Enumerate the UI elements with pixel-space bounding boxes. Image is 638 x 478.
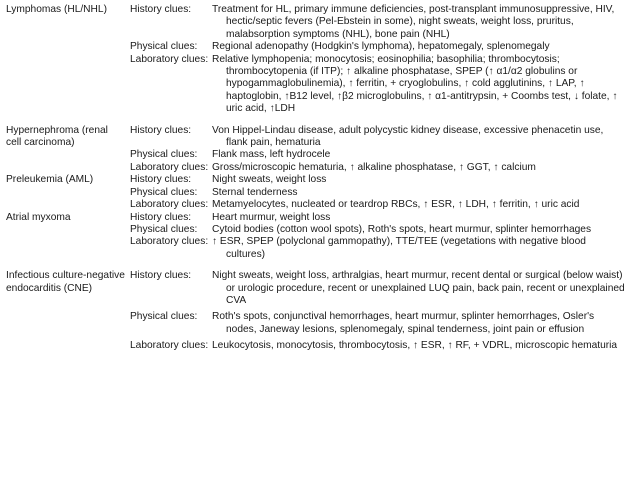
- clue-text-history: Von Hippel-Lindau disease, adult polycystic kidney disease, excessive phenacetin use, flank pain, hematuria: [212, 124, 604, 149]
- clue-type-history: History clues:: [130, 211, 192, 223]
- section-atrial-myxoma: [6, 212, 632, 262]
- clue-type-physical: Physical clues:: [130, 311, 198, 323]
- clue-text-laboratory: Leukocytosis, monocytosis, thrombocytosis, ↑ ESR, ↑ RF, + VDRL, microscopic hematuria: [212, 340, 618, 352]
- disease-name: Infectious culture-negative endocarditis (CNE): [6, 270, 125, 294]
- disease-name: Lymphomas (HL/NHL): [6, 4, 107, 15]
- clue-text-physical: Roth's spots, conjunctival hemorrhages, heart murmur, splinter hemorrhages, Osler's nodes, Janeway lesions, splenomegaly, spinal tenderness, joint pain or effusion: [212, 311, 595, 335]
- clue-type-laboratory: Laboratory clues:: [130, 53, 209, 65]
- disease-name: Hypernephroma (renal cell carcinoma): [6, 124, 108, 149]
- clue-text-history: Treatment for HL, primary immune deficiencies, post-transplant immunosuppressive, HIV, hectic/septic fevers (Pel-Ebstein in some), night sweats, weight loss, pruritus, malabsorption symptoms (NHL), bone pain (NHL): [212, 4, 615, 40]
- disease-name: Preleukemia (AML): [6, 174, 94, 186]
- clue-text-laboratory: Gross/microscopic hematuria, ↑ alkaline phosphatase, ↑ GGT, ↑ calcium: [212, 161, 536, 173]
- clue-text-physical: Cytoid bodies (cotton wool spots), Roth's spots, heart murmur, splinter hemorrhages: [212, 223, 592, 235]
- clue-type-history: History clues:: [130, 270, 192, 282]
- clue-type-history: History clues:: [130, 174, 192, 186]
- clue-type-physical: Physical clues:: [130, 186, 198, 198]
- clue-type-physical: Physical clues:: [130, 41, 198, 53]
- clue-type-physical: Physical clues:: [130, 149, 198, 161]
- clue-text-laboratory: Relative lymphopenia; monocytosis; eosinophilia; basophilia; thrombocytosis; thrombocytopenia (if ITP); ↑ alkaline phosphatase, SPEP (↑ α1/α2 globulins or hypogammaglobulinemia), ↑ ferritin, + cryoglobulins, ↑ cold agglutinins, ↑ LAP, ↑ haptoglobin, ↑B12 level, ↑β2 microglobulins, ↑ α1-antitrypsin, + Coombs test, ↓ folate, ↑ uric acid, ↑LDH: [212, 53, 618, 115]
- clue-text-laboratory: ↑ ESR, SPEP (polyclonal gammopathy), TTE/TEE (vegetations with negative blood cultures): [212, 236, 586, 260]
- section-hypernephroma: [6, 125, 632, 175]
- disease-name: Atrial myxoma: [6, 211, 71, 223]
- clue-type-physical: Physical clues:: [130, 223, 198, 235]
- section-lymphomas: [6, 4, 632, 116]
- clue-text-physical: Sternal tenderness: [212, 186, 298, 198]
- clue-text-history: Heart murmur, weight loss: [212, 211, 331, 223]
- clue-text-physical: Regional adenopathy (Hodgkin's lymphoma), hepatomegaly, splenomegaly: [212, 41, 550, 53]
- clue-type-history: History clues:: [130, 124, 192, 136]
- section-preleukemia: [6, 174, 632, 211]
- clue-text-history: Night sweats, weight loss, arthralgias, heart murmur, recent dental or surgical (below waist) or urologic procedure, recent or unexplained LUQ pain, back pain, recent or unexplained CVA: [212, 270, 625, 306]
- clinical-clues-table: [6, 4, 632, 353]
- clue-text-physical: Flank mass, left hydrocele: [212, 149, 331, 161]
- clue-type-laboratory: Laboratory clues:: [130, 199, 209, 211]
- clue-type-laboratory: Laboratory clues:: [130, 340, 209, 352]
- clue-type-laboratory: Laboratory clues:: [130, 236, 209, 248]
- clue-text-history: Night sweats, weight loss: [212, 174, 327, 186]
- clue-type-laboratory: Laboratory clues:: [130, 161, 209, 173]
- clue-text-laboratory: Metamyelocytes, nucleated or teardrop RBCs, ↑ ESR, ↑ LDH, ↑ ferritin, ↑ uric acid: [212, 199, 580, 211]
- clue-type-history: History clues:: [130, 4, 192, 15]
- section-infectious-cne: [6, 270, 632, 352]
